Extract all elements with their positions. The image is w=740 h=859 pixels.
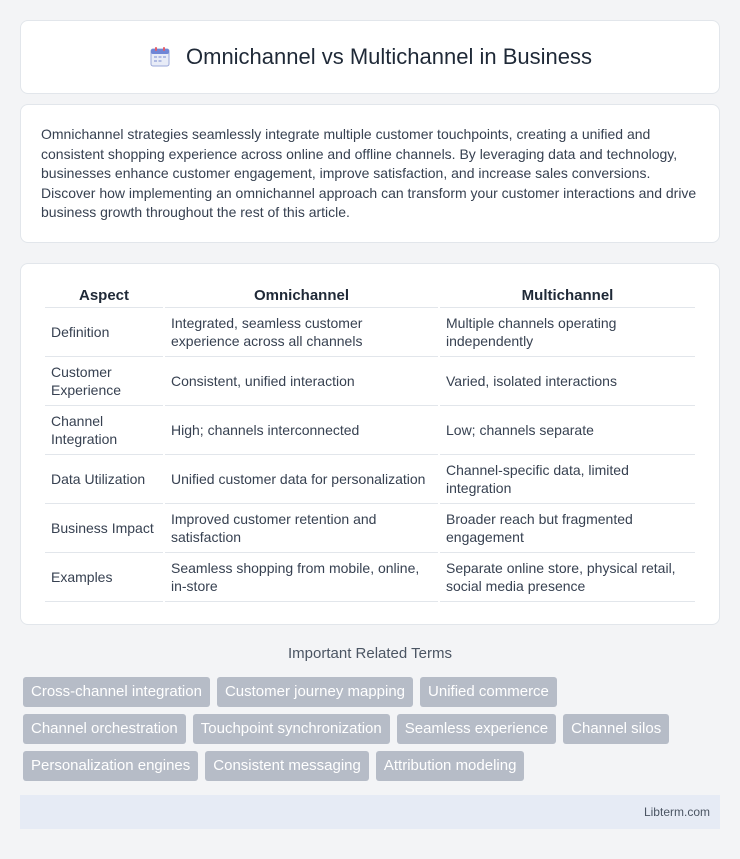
aspect-cell: Channel Integration [45, 406, 163, 455]
table-row [45, 406, 695, 455]
table-row [45, 553, 695, 602]
omnichannel-cell: Integrated, seamless customer experience across all channels [165, 308, 438, 357]
omnichannel-cell: High; channels interconnected [165, 406, 438, 455]
related-term-tag[interactable]: Seamless experience [397, 714, 556, 744]
header-omnichannel: Omnichannel [165, 284, 438, 308]
related-term-tag[interactable]: Unified commerce [420, 677, 557, 707]
table-header-row [45, 284, 695, 308]
related-terms-title: Important Related Terms [288, 645, 452, 662]
related-terms-list [23, 677, 723, 781]
table-row [45, 504, 695, 553]
related-term-tag[interactable]: Channel silos [563, 714, 669, 744]
aspect-cell: Data Utilization [45, 455, 163, 504]
comparison-card [20, 263, 720, 625]
related-term-tag[interactable]: Channel orchestration [23, 714, 186, 744]
calendar-icon [148, 45, 172, 69]
header-multichannel: Multichannel [440, 284, 695, 308]
multichannel-cell: Channel-specific data, limited integration [440, 455, 695, 504]
omnichannel-cell: Seamless shopping from mobile, online, in-store [165, 553, 438, 602]
related-term-tag[interactable]: Cross-channel integration [23, 677, 210, 707]
footer-site-link[interactable]: Libterm.com [643, 805, 710, 819]
intro-card [20, 104, 720, 243]
table-row [45, 308, 695, 357]
omnichannel-cell: Unified customer data for personalization [165, 455, 438, 504]
omnichannel-cell: Improved customer retention and satisfaction [165, 504, 438, 553]
related-term-tag[interactable]: Consistent messaging [205, 751, 369, 781]
table-row [45, 357, 695, 406]
comparison-table [43, 284, 697, 602]
related-term-tag[interactable]: Customer journey mapping [217, 677, 413, 707]
table-row [45, 455, 695, 504]
footer [20, 795, 720, 829]
header-card [20, 20, 720, 94]
aspect-cell: Business Impact [45, 504, 163, 553]
page-title: Omnichannel vs Multichannel in Business [186, 44, 592, 69]
intro-text: Omnichannel strategies seamlessly integrate multiple customer touchpoints, creating a unified and consistent shopping experience across online and offline channels. By leveraging data and technology, businesses enhance customer engagement, improve satisfaction, and increase sales conversions. Discover how implementing an omnichannel approach can transform your customer interactions and drive business growth throughout the rest of this article. [41, 126, 697, 221]
multichannel-cell: Multiple channels operating independently [440, 308, 695, 357]
multichannel-cell: Broader reach but fragmented engagement [440, 504, 695, 553]
omnichannel-cell: Consistent, unified interaction [165, 357, 438, 406]
related-term-tag[interactable]: Touchpoint synchronization [193, 714, 390, 744]
related-term-tag[interactable]: Attribution modeling [376, 751, 525, 781]
aspect-cell: Examples [45, 553, 163, 602]
multichannel-cell: Separate online store, physical retail, social media presence [440, 553, 695, 602]
multichannel-cell: Varied, isolated interactions [440, 357, 695, 406]
aspect-cell: Definition [45, 308, 163, 357]
multichannel-cell: Low; channels separate [440, 406, 695, 455]
aspect-cell: Customer Experience [45, 357, 163, 406]
related-term-tag[interactable]: Personalization engines [23, 751, 198, 781]
header-aspect: Aspect [45, 284, 163, 308]
